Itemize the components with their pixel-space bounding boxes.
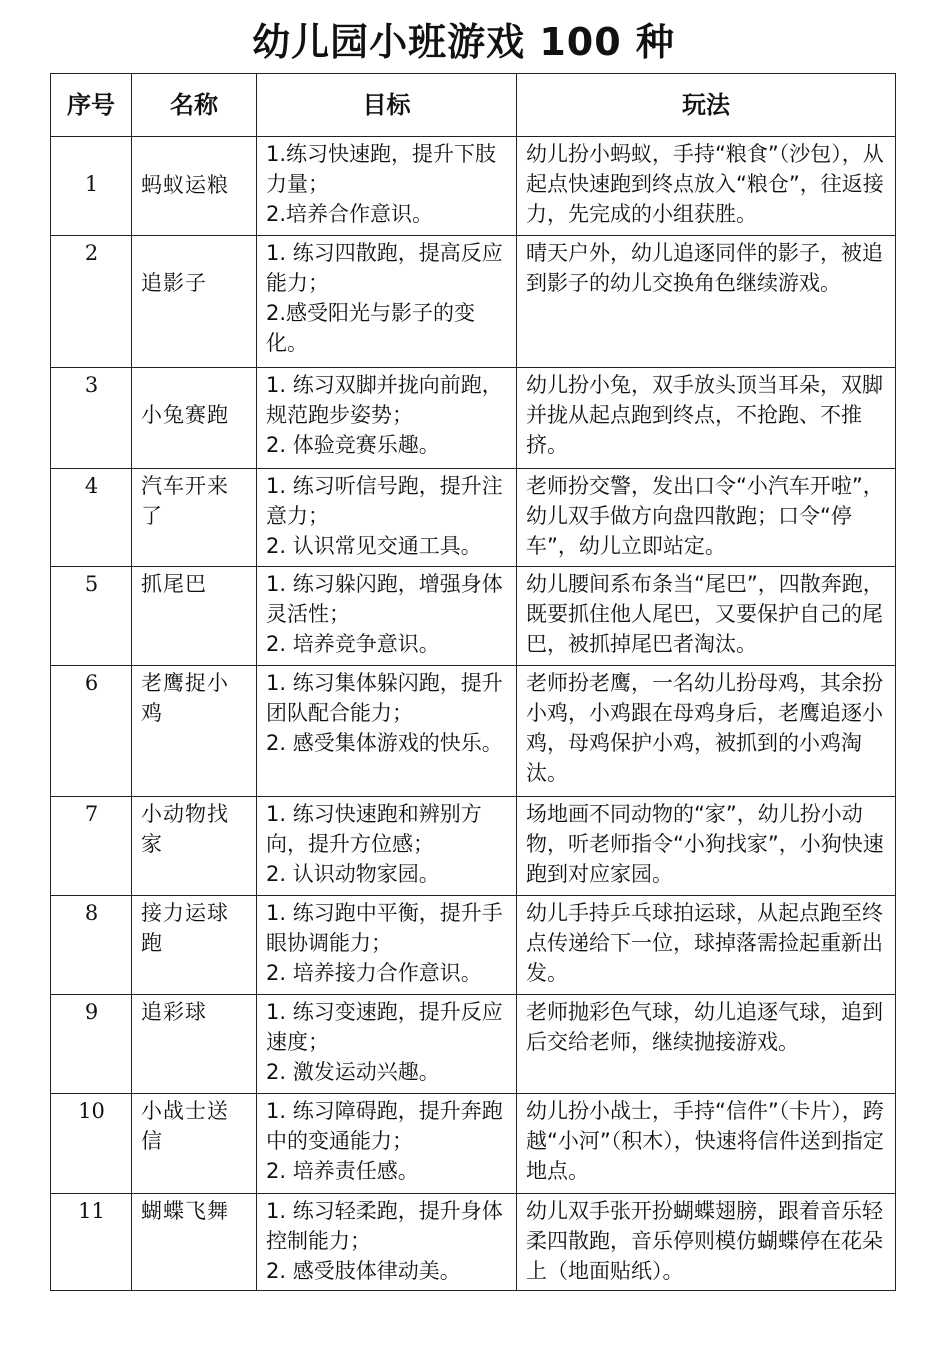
row-index: 7	[51, 797, 132, 896]
table-row	[51, 896, 896, 995]
row-method: 幼儿腰间系布条当“尾巴”，四散奔跑，既要抓住他人尾巴，又要保护自己的尾巴，被抓掉尾巴者淘汰。	[517, 567, 896, 666]
row-goal	[257, 896, 517, 995]
header-row	[51, 74, 896, 137]
goal-line: 2. 培养竞争意识。	[266, 632, 440, 656]
row-goal	[257, 666, 517, 797]
table-row	[51, 236, 896, 368]
table-row	[51, 666, 896, 797]
goal-line: 2. 感受集体游戏的快乐。	[266, 731, 503, 755]
row-goal	[257, 567, 517, 666]
goal-line: 2.培养合作意识。	[266, 202, 434, 226]
row-index: 5	[51, 567, 132, 666]
table-row	[51, 1094, 896, 1194]
row-method: 幼儿扮小蚂蚁，手持“粮食”（沙包），从起点快速跑到终点放入“粮仓”，往返接力，先完成的小组获胜。	[517, 137, 896, 236]
row-index: 9	[51, 995, 132, 1094]
row-index: 11	[51, 1194, 132, 1291]
row-method: 老师扮交警，发出口令“小汽车开啦”，幼儿双手做方向盘四散跑；口令“停车”，幼儿立即站定。	[517, 469, 896, 567]
row-name: 抓尾巴	[132, 567, 257, 666]
row-method: 幼儿双手张开扮蝴蝶翅膀，跟着音乐轻柔四散跑，音乐停则模仿蝴蝶停在花朵上（地面贴纸）。	[517, 1194, 896, 1291]
row-name: 小战士送信	[132, 1094, 257, 1194]
row-index: 6	[51, 666, 132, 797]
table-row	[51, 567, 896, 666]
goal-line: 2. 感受肢体律动美。	[266, 1259, 461, 1283]
row-index: 4	[51, 469, 132, 567]
table-row	[51, 137, 896, 236]
row-goal	[257, 236, 517, 368]
row-goal	[257, 368, 517, 469]
row-method: 幼儿手持乒乓球拍运球，从起点跑至终点传递给下一位，球掉落需捡起重新出发。	[517, 896, 896, 995]
header-method: 玩法	[517, 74, 896, 137]
goal-line: 2. 激发运动兴趣。	[266, 1060, 440, 1084]
goal-line: 1. 练习跑中平衡，提升手眼协调能力；	[266, 901, 503, 955]
goal-line: 2. 体验竞赛乐趣。	[266, 433, 440, 457]
row-index: 3	[51, 368, 132, 469]
header-index: 序号	[51, 74, 132, 137]
row-index: 1	[51, 137, 132, 236]
row-method: 场地画不同动物的“家”，幼儿扮小动物，听老师指令“小狗找家”，小狗快速跑到对应家园。	[517, 797, 896, 896]
row-method: 晴天户外，幼儿追逐同伴的影子，被追到影子的幼儿交换角色继续游戏。	[517, 236, 896, 368]
table-row	[51, 797, 896, 896]
row-name: 小动物找家	[132, 797, 257, 896]
row-goal	[257, 995, 517, 1094]
row-name: 追影子	[132, 236, 257, 368]
row-name: 老鹰捉小鸡	[132, 666, 257, 797]
goal-line: 1. 练习双脚并拢向前跑，规范跑步姿势；	[266, 373, 503, 427]
goal-line: 1. 练习快速跑和辨别方向，提升方位感；	[266, 802, 482, 856]
goal-line: 2. 培养责任感。	[266, 1159, 419, 1183]
header-goal: 目标	[257, 74, 517, 137]
row-method: 老师抛彩色气球，幼儿追逐气球，追到后交给老师，继续抛接游戏。	[517, 995, 896, 1094]
goal-line: 1. 练习躲闪跑，增强身体灵活性；	[266, 572, 503, 626]
row-name: 追彩球	[132, 995, 257, 1094]
row-name: 接力运球跑	[132, 896, 257, 995]
goal-line: 2.感受阳光与影子的变化。	[266, 301, 476, 355]
row-method: 幼儿扮小战士，手持“信件”（卡片），跨越“小河”（积木），快速将信件送到指定地点。	[517, 1094, 896, 1194]
goal-line: 1. 练习集体躲闪跑，提升团队配合能力；	[266, 671, 503, 725]
goal-line: 2. 认识常见交通工具。	[266, 534, 482, 558]
table-row	[51, 368, 896, 469]
goal-line: 1. 练习轻柔跑，提升身体控制能力；	[266, 1199, 503, 1253]
row-index: 10	[51, 1094, 132, 1194]
row-index: 8	[51, 896, 132, 995]
row-index: 2	[51, 236, 132, 368]
row-name: 小兔赛跑	[132, 368, 257, 469]
page-title: 幼儿园小班游戏 100 种	[252, 20, 675, 64]
goal-line: 1.练习快速跑，提升下肢力量；	[266, 142, 497, 196]
table-row	[51, 1194, 896, 1291]
row-method: 幼儿扮小兔，双手放头顶当耳朵，双脚并拢从起点跑到终点，不抢跑、不推挤。	[517, 368, 896, 469]
games-table	[50, 73, 896, 1291]
row-goal	[257, 797, 517, 896]
row-goal	[257, 137, 517, 236]
table-row	[51, 995, 896, 1094]
goal-line: 1. 练习变速跑，提升反应速度；	[266, 1000, 503, 1054]
row-name: 汽车开来了	[132, 469, 257, 567]
goal-line: 1. 练习障碍跑，提升奔跑中的变通能力；	[266, 1099, 503, 1153]
row-goal	[257, 469, 517, 567]
goal-line: 1. 练习四散跑，提高反应能力；	[266, 241, 503, 295]
row-name: 蚂蚁运粮	[132, 137, 257, 236]
header-name: 名称	[132, 74, 257, 137]
goal-line: 2. 培养接力合作意识。	[266, 961, 482, 985]
table-row	[51, 469, 896, 567]
goal-line: 2. 认识动物家园。	[266, 862, 440, 886]
goal-line: 1. 练习听信号跑，提升注意力；	[266, 474, 503, 528]
row-goal	[257, 1094, 517, 1194]
row-method: 老师扮老鹰，一名幼儿扮母鸡，其余扮小鸡，小鸡跟在母鸡身后，老鹰追逐小鸡，母鸡保护小鸡，被抓到的小鸡淘汰。	[517, 666, 896, 797]
row-name: 蝴蝶飞舞	[132, 1194, 257, 1291]
row-goal	[257, 1194, 517, 1291]
